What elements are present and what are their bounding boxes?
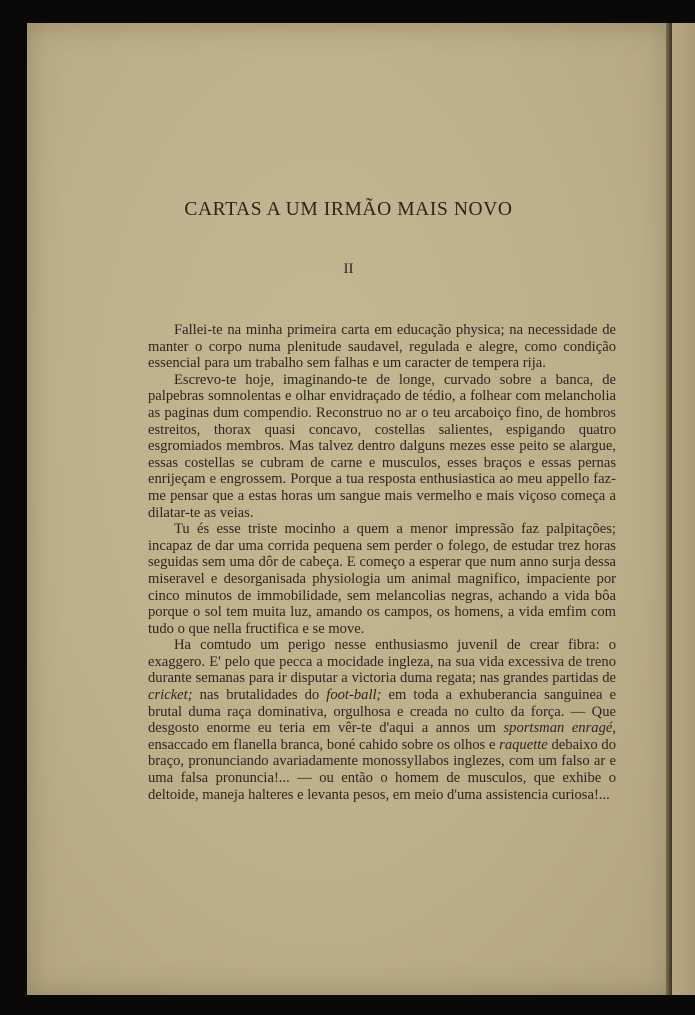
italic-term: raquette [499, 736, 548, 753]
paragraph [148, 521, 616, 637]
text-run: Tu és esse triste mocinho a quem a menor impressão faz palpitações; incapaz de dar uma corrida pequena sem perder o folego, de estudar trez horas seguidas sem uma dôr de cabeça. E começo a esperar que num anno surja dessa miseravel e desorganisada physiologia um animal magnifico, impaciente por cinco minutos de immobilidade, sem melancolias negras, achando a vida bôa porque o sol tem muita luz, amando os campos, os homens, a vida emfim com tudo o que nella fructifica e se move. [148, 521, 616, 637]
body-text [148, 322, 616, 803]
paragraph [148, 322, 616, 372]
italic-term: sportsman enragé, [503, 720, 616, 737]
text-run: nas brutalidades do [192, 687, 327, 704]
italic-term: cricket; [148, 687, 193, 704]
text-run: debaixo do braço, pronunciando avariadamente monossyllabos inglezes, com um falso ar e uma falsa pronuncia!... — ou então o homem de musculos, que exhibe o deltoide, maneja halteres e levanta pesos, em meio d'uma assistencia curiosa!... [148, 736, 616, 803]
text-run: em toda a exhuberancia sanguinea e brutal duma raça dominativa, orgulhosa e creada no culto da força. — Que desgosto enorme eu teria em vêr-te d'aqui a annos um [148, 687, 616, 737]
paragraph [148, 372, 616, 521]
page-title: CARTAS A UM IRMÃO MAIS NOVO [184, 199, 513, 220]
italic-term: foot-ball; [326, 687, 382, 704]
text-run: ensaccado em flanella branca, boné cahido sobre os olhos e [148, 736, 500, 753]
adjacent-page-edge [672, 23, 695, 995]
text-run: Fallei-te na minha primeira carta em educação physica; na necessidade de manter o corpo numa plenitude saudavel, regulada e alegre, como condição essencial para um trabalho sem falhas e um caracter de tempera rija. [148, 322, 616, 372]
text-run: Ha comtudo um perigo nesse enthusiasmo juvenil de crear fibra: o exaggero. E' pelo que pecca a mocidade ingleza, na sua vida excessiva de treno durante semanas para ir disputar a victoria duma regata; nas grandes partidas de [148, 637, 616, 687]
chapter-number: II [343, 261, 354, 277]
paragraph [148, 637, 616, 803]
text-run: Escrevo-te hoje, imaginando-te de longe, curvado sobre a banca, de palpebras somnolentas e olhar envidraçado de tédio, a folhear com melancholia as paginas dum compendio. Reconstruo no ar o teu arcaboiço fino, de hombros estreitos, thorax quasi concavo, costellas salientes, espigando quatro esgromiados membros. Mas talvez dentro dalguns mezes esse peito se alargue, essas costellas se cubram de carne e musculos, esses braços e essas pernas enrijeçam e engrossem. Porque a tua resposta enthusiastica ao meu appello faz-me pensar que a estas horas um sangue mais vermelho e mais viçoso começa a dilatar-te as veias. [148, 371, 616, 521]
